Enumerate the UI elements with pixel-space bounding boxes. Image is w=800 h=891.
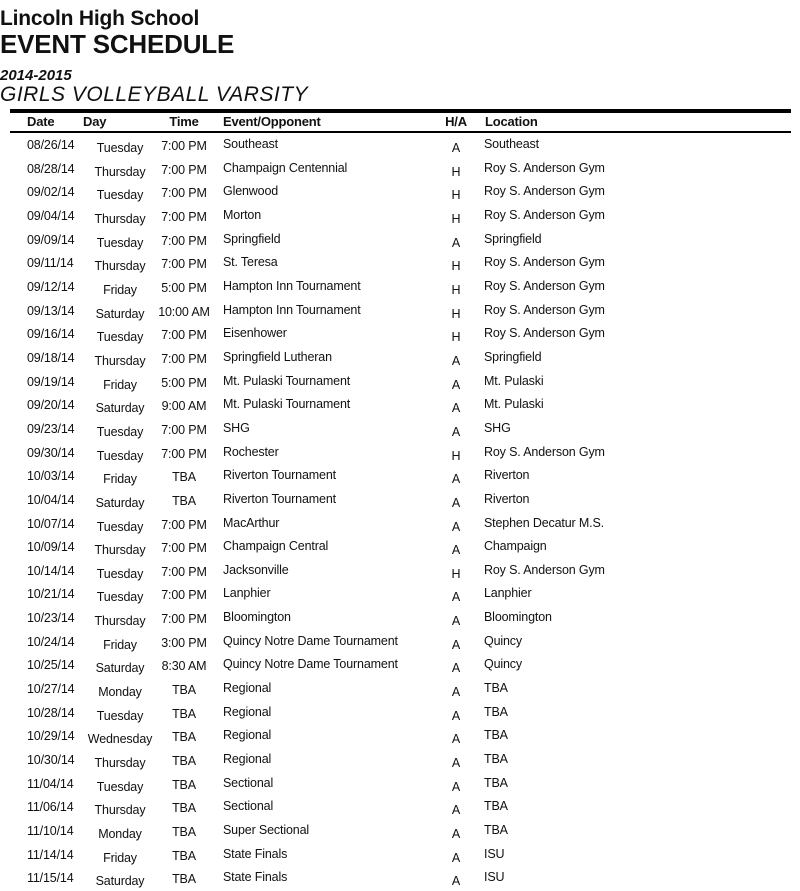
table-row [0,207,800,231]
cell-time: TBA [172,872,196,887]
cell-time: TBA [172,754,196,769]
cell-location: Springfield [484,349,542,364]
cell-day: Thursday [94,259,146,274]
cell-ha: A [451,874,461,889]
cell-event: Springfield Lutheran [223,349,332,364]
table-row [0,869,800,891]
cell-event: Riverton Tournament [223,468,336,483]
cell-day: Thursday [94,211,146,226]
cell-day: Friday [103,472,137,487]
cell-event: Quincy Notre Dame Tournament [223,633,398,648]
cell-time: 7:00 PM [161,612,207,627]
cell-day: Saturday [95,306,145,321]
cell-date: 09/13/14 [27,303,75,318]
cell-ha: A [451,377,461,392]
cell-time: TBA [172,493,196,508]
cell-event: SHG [223,420,250,435]
cell-ha: H [451,188,461,203]
cell-location: Riverton [484,491,530,506]
cell-time: 7:00 PM [161,351,207,366]
cell-date: 11/14/14 [27,847,74,862]
cell-date: 10/29/14 [27,729,75,744]
cell-date: 09/19/14 [27,374,75,389]
table-row [0,254,800,278]
table-row [0,325,800,349]
cell-ha: A [451,401,461,416]
cell-time: 3:00 PM [161,635,207,650]
cell-time: 9:00 AM [161,399,207,414]
cell-day: Tuesday [96,141,144,155]
cell-day: Saturday [95,495,145,510]
cell-ha: A [451,756,461,771]
cell-day: Tuesday [96,566,144,581]
cell-date: 09/11/14 [27,256,74,271]
cell-time: 7:00 PM [161,541,207,556]
cell-location: Lanphier [484,586,532,601]
cell-day: Tuesday [96,330,144,345]
cell-date: 10/25/14 [27,658,75,673]
cell-ha: H [451,164,461,179]
cell-event: Regional [223,752,272,767]
cell-ha: H [451,282,461,297]
cell-date: 09/04/14 [27,208,75,223]
table-row [0,278,800,302]
table-row [0,160,800,184]
cell-day: Thursday [94,614,146,629]
cell-time: TBA [172,683,196,698]
table-row [0,302,800,326]
cell-date: 10/28/14 [27,705,75,720]
cell-time: 7:00 PM [161,209,207,224]
cell-day: Thursday [94,353,146,368]
cell-event: Quincy Notre Dame Tournament [223,657,398,672]
column-header-time: Time [169,114,199,129]
cell-time: 8:30 AM [161,659,207,674]
cell-location: ISU [484,870,505,885]
cell-event: Bloomington [223,610,291,625]
cell-event: MacArthur [223,515,280,530]
cell-event: Champaign Central [223,539,329,554]
cell-date: 08/26/14 [27,138,75,152]
cell-location: Roy S. Anderson Gym [484,160,605,175]
cell-location: SHG [484,420,511,435]
cell-event: Hampton Inn Tournament [223,302,361,317]
cell-event: Mt. Pulaski Tournament [223,397,351,412]
cell-event: Springfield [223,231,281,246]
schedule-rows [0,136,800,891]
cell-location: Roy S. Anderson Gym [484,562,605,577]
cell-time: 10:00 AM [158,304,210,319]
cell-day: Tuesday [96,519,144,534]
cell-date: 08/28/14 [27,161,75,176]
cell-location: Springfield [484,231,542,246]
column-header-day: Day [83,114,107,129]
cell-location: TBA [484,823,508,838]
cell-time: 7:00 PM [161,139,207,153]
cell-ha: A [451,850,461,865]
cell-date: 09/09/14 [27,232,75,247]
cell-date: 10/03/14 [27,469,75,484]
cell-event: Super Sectional [223,823,310,838]
cell-ha: A [451,614,461,629]
cell-ha: H [451,306,461,321]
cell-ha: H [451,448,461,463]
cell-time: 7:00 PM [161,588,207,603]
cell-date: 09/23/14 [27,421,75,436]
cell-location: Mt. Pulaski [484,373,544,388]
table-row [0,704,800,728]
table-row [0,373,800,397]
cell-location: TBA [484,681,508,696]
cell-location: TBA [484,752,508,767]
cell-ha: H [451,566,461,581]
cell-time: 7:00 PM [161,517,207,532]
table-row [0,491,800,515]
cell-day: Friday [103,850,137,865]
cell-time: 7:00 PM [161,233,207,248]
cell-date: 09/30/14 [27,445,75,460]
cell-event: Regional [223,728,272,743]
cell-time: 7:00 PM [161,186,207,201]
cell-day: Tuesday [96,424,144,439]
cell-location: Southeast [484,137,539,151]
cell-day: Tuesday [96,448,144,463]
cell-date: 10/04/14 [27,492,75,507]
cell-date: 10/27/14 [27,682,75,697]
cell-event: Sectional [223,799,274,814]
cell-ha: A [451,685,461,700]
cell-date: 11/10/14 [27,824,74,839]
table-row [0,846,800,870]
cell-date: 10/23/14 [27,611,75,626]
cell-date: 11/15/14 [27,871,74,886]
cell-date: 10/09/14 [27,540,75,555]
cell-time: TBA [172,801,196,816]
cell-event: Glenwood [223,184,279,199]
cell-ha: A [451,637,461,652]
cell-location: Roy S. Anderson Gym [484,302,605,317]
cell-location: Quincy [484,657,523,672]
table-row [0,798,800,822]
cell-event: Sectional [223,775,274,790]
cell-ha: A [451,424,461,439]
cell-ha: A [451,472,461,487]
cell-day: Friday [103,282,137,297]
cell-day: Thursday [94,803,146,818]
table-row [0,822,800,846]
cell-location: Stephen Decatur M.S. [484,515,604,530]
cell-date: 11/04/14 [27,776,74,791]
cell-event: Rochester [223,444,279,459]
table-row [0,727,800,751]
cell-date: 10/14/14 [27,563,75,578]
cell-location: TBA [484,704,508,719]
cell-ha: A [451,732,461,747]
cell-location: Roy S. Anderson Gym [484,255,605,270]
cell-date: 09/16/14 [27,327,75,342]
cell-event: St. Teresa [223,255,278,270]
cell-day: Tuesday [96,188,144,203]
cell-event: State Finals [223,870,288,885]
cell-time: TBA [172,470,196,485]
table-row [0,609,800,633]
table-column-headers [0,114,800,132]
column-header-ha: H/A [445,114,467,129]
cell-time: TBA [172,825,196,840]
cell-time: 7:00 PM [161,162,207,177]
table-row [0,396,800,420]
cell-time: 5:00 PM [161,280,207,295]
cell-ha: A [451,661,461,676]
team-subtitle: GIRLS VOLLEYBALL VARSITY [0,83,309,106]
season-label: 2014-2015 [0,67,72,84]
table-row [0,231,800,255]
table-row [0,656,800,680]
cell-day: Friday [103,637,137,652]
cell-ha: A [451,235,461,250]
cell-date: 09/02/14 [27,185,75,200]
column-header-location: Location [485,114,538,129]
cell-ha: H [451,211,461,226]
cell-day: Monday [98,827,142,842]
cell-time: 7:00 PM [161,257,207,272]
cell-location: TBA [484,728,508,743]
cell-location: TBA [484,799,508,814]
cell-location: Champaign [484,539,547,554]
table-row [0,585,800,609]
cell-event: Southeast [223,137,278,151]
cell-ha: A [451,495,461,510]
cell-time: TBA [172,777,196,792]
cell-event: Morton [223,207,262,222]
page-title: EVENT SCHEDULE [0,29,235,59]
cell-time: TBA [172,848,196,863]
cell-date: 09/18/14 [27,350,75,365]
table-row [0,775,800,799]
cell-day: Monday [98,685,142,700]
cell-day: Thursday [94,543,146,558]
cell-ha: A [451,827,461,842]
cell-ha: A [451,803,461,818]
table-row [0,467,800,491]
school-name: Lincoln High School [0,7,200,30]
cell-location: Roy S. Anderson Gym [484,184,605,199]
cell-time: 7:00 PM [161,328,207,343]
cell-location: Roy S. Anderson Gym [484,207,605,222]
cell-ha: A [451,353,461,368]
table-row [0,680,800,704]
cell-ha: A [451,543,461,558]
cell-day: Thursday [94,164,146,179]
cell-event: Hampton Inn Tournament [223,278,361,293]
cell-location: ISU [484,846,505,861]
cell-location: Roy S. Anderson Gym [484,278,605,293]
cell-day: Tuesday [96,235,144,250]
table-row [0,515,800,539]
cell-date: 10/21/14 [27,587,75,602]
table-row [0,633,800,657]
cell-event: Lanphier [223,586,271,601]
table-row [0,751,800,775]
header-rule-thick [10,109,791,113]
cell-location: Roy S. Anderson Gym [484,444,605,459]
cell-location: Riverton [484,468,530,483]
cell-event: State Finals [223,846,288,861]
cell-location: TBA [484,775,508,790]
table-row [0,538,800,562]
cell-ha: A [451,519,461,534]
cell-day: Tuesday [96,779,144,794]
cell-day: Friday [103,377,137,392]
table-row [0,183,800,207]
cell-event: Jacksonville [223,562,289,577]
cell-date: 10/30/14 [27,753,75,768]
cell-time: 7:00 PM [161,446,207,461]
cell-time: 7:00 PM [161,564,207,579]
cell-ha: A [451,141,461,155]
table-row [0,420,800,444]
table-row [0,562,800,586]
cell-event: Riverton Tournament [223,491,336,506]
column-header-event: Event/Opponent [223,114,321,129]
cell-location: Bloomington [484,610,552,625]
table-row [0,136,800,160]
cell-day: Tuesday [96,708,144,723]
table-row [0,444,800,468]
cell-event: Regional [223,704,272,719]
cell-event: Eisenhower [223,326,287,341]
cell-date: 09/20/14 [27,398,75,413]
cell-time: TBA [172,730,196,745]
cell-location: Mt. Pulaski [484,397,544,412]
cell-time: 5:00 PM [161,375,207,390]
cell-date: 11/06/14 [27,800,74,815]
cell-ha: A [451,708,461,723]
table-row [0,349,800,373]
cell-location: Quincy [484,633,523,648]
cell-day: Wednesday [87,732,153,747]
cell-event: Mt. Pulaski Tournament [223,373,351,388]
cell-event: Regional [223,681,272,696]
cell-time: TBA [172,706,196,721]
cell-ha: A [451,779,461,794]
cell-location: Roy S. Anderson Gym [484,326,605,341]
column-header-date: Date [27,114,55,129]
cell-ha: H [451,330,461,345]
cell-date: 10/24/14 [27,634,75,649]
cell-day: Thursday [94,756,146,771]
cell-day: Saturday [95,874,145,889]
cell-date: 09/12/14 [27,279,75,294]
cell-ha: A [451,590,461,605]
cell-day: Tuesday [96,590,144,605]
cell-date: 10/07/14 [27,516,75,531]
cell-day: Saturday [95,661,145,676]
cell-ha: H [451,259,461,274]
cell-time: 7:00 PM [161,422,207,437]
cell-day: Saturday [95,401,145,416]
cell-event: Champaign Centennial [223,160,348,175]
